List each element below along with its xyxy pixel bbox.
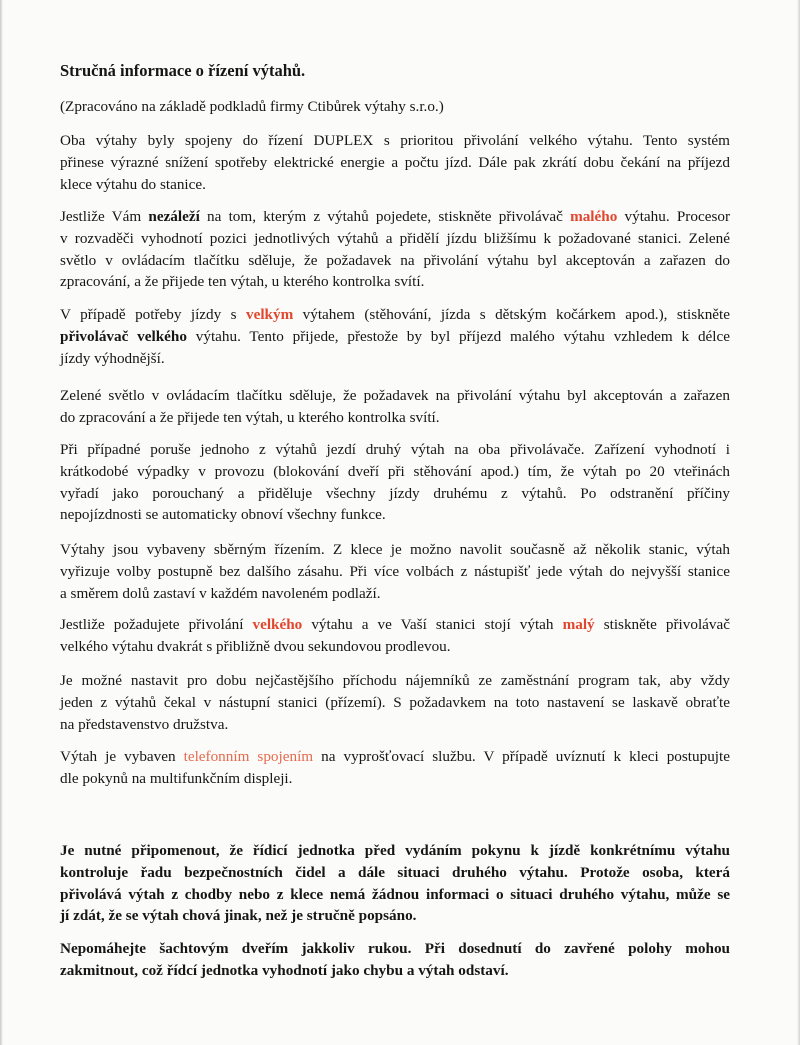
text-run: výtahu a ve Vaší stanici stojí výtah [302, 616, 563, 633]
paragraph-line: Je nutné připomenout, že řídicí jednotka před vydáním pokynu k jízdě konkrétnímu výtahu [60, 842, 730, 859]
highlight-telefonni-spojeni: telefonním spojením [183, 748, 314, 765]
paragraph-line: světlo v ovládacím tlačítku sděluje, že požadavek na přivolání výtahu byl akceptován a zařazen do [60, 251, 730, 269]
paragraph-line: zpracování, a že přijede ten výtah, u kterého kontrolka svítí. [60, 273, 425, 291]
paragraph-line: jeden z výtahů čekal v nástupní stanici (přízemí). S požadavkem na toto nastavení se laskavě obraťte [60, 693, 730, 711]
paragraph-line: zakmitnout, což řídcí jednotka vyhodnotí jako chybu a výtah odstaví. [60, 961, 509, 979]
source-note-text: (Zpracováno na základě podkladů firmy Ctibůrek výtahy s.r.o.) [60, 98, 444, 115]
paragraph-call-large [60, 614, 730, 658]
paragraph-line: Je možné nastavit pro dobu nejčastějšího příchodu nájemníků ze zaměstnání program tak, aby vždy [60, 672, 730, 689]
paragraph-line [60, 206, 730, 228]
text-run: Výtah je vybaven [60, 748, 184, 765]
paragraph-line: jízdy výhodnější. [60, 349, 165, 367]
paragraph-line: Při případné poruše jednoho z výtahů jezdí druhý výtah na oba přivolávače. Zařízení vyhodnotí i [60, 441, 730, 458]
highlight-maleho: malého [570, 208, 618, 225]
emphasis-nezalezi: nezáleží [148, 208, 200, 225]
paragraph-green-light [60, 385, 730, 429]
paragraph-line [60, 614, 730, 636]
highlight-velkeho: velkého [252, 616, 303, 633]
text-run: Jestliže požadujete přivolání [60, 616, 253, 633]
document-title: Stručná informace o řízení výtahů. [60, 61, 306, 80]
paragraph-failure [60, 439, 730, 526]
paragraph-program [60, 670, 730, 735]
paragraph-line: dle pokynů na multifunkčním displeji. [60, 769, 293, 787]
paragraph-line: přivolává výtah z chodby nebo z klece nemá žádnou informaci o situaci druhého výtahu, může se [60, 885, 730, 903]
paragraph-phone [60, 746, 730, 790]
paragraph-line: přinese výrazné snížení spotřeby elektrické energie a počtu jízd. Dále pak zkrátí dobu čekání na příjezd [60, 153, 730, 171]
paragraph-line: na představenstvo družstva. [60, 715, 229, 733]
paragraph-collective-control [60, 539, 730, 604]
text-run: stiskněte přivolávač [594, 616, 730, 633]
paragraph-line: velkého výtahu dvakrát s přibližně dvou sekundovou prodlevou. [60, 637, 451, 655]
source-note [60, 96, 730, 118]
paragraph-line [60, 326, 730, 348]
paragraph-line: v rozvaděči vyhodnotí pozici jednotlivých výtahů a přidělí jízdu bližšímu k požadované stanici. Zelené [60, 229, 730, 247]
paragraph-line: jí zdát, že se výtah chová jinak, než je stručně popsáno. [60, 907, 417, 925]
paragraph-line: vyřadí jako porouchaný a přiděluje všechny jízdy druhému z výtahů. Po odstranění příčiny [60, 484, 730, 502]
paragraph-warning-doors [60, 938, 730, 982]
highlight-velkym: velkým [245, 306, 294, 323]
paragraph-line: klece výtahu do stanice. [60, 175, 206, 193]
paragraph-line: Zelené světlo v ovládacím tlačítku sděluje, že požadavek na přivolání výtahu byl akceptován a zařazen [60, 387, 730, 404]
paragraph-line: a směrem dolů zastaví v každém navoleném podlaží. [60, 584, 381, 602]
text-run: výtahu. Procesor [617, 208, 731, 225]
scan-edge-left [0, 0, 3, 1045]
paragraph-small-elevator [60, 206, 730, 293]
paragraph-line: krátkodobé výpadky v provozu (blokování dveří při stěhování apod.) tím, že výtah po 20 vteřinách [60, 462, 730, 480]
text-run: V případě potřeby jízdy s [60, 306, 246, 323]
paragraph-large-elevator [60, 304, 730, 369]
text-run: na vyprošťovací službu. V případě uvíznutí k kleci postupujte [313, 748, 730, 765]
paragraph-line: nepojízdnosti se automaticky obnoví všechny funkce. [60, 506, 386, 524]
text-run: výtahem (stěhování, jízda s dětským kočárkem apod.), stiskněte [293, 306, 730, 323]
text-run: na tom, kterým z výtahů pojedete, stiskněte přivolávač [199, 208, 571, 225]
paragraph-line: vyřizuje volby postupně bez dalšího zásahu. Při více volbách z nástupišť jede výtah do nejvyšší stanice [60, 562, 730, 580]
paragraph-line: do zpracování a že přijede ten výtah, u kterého kontrolka svítí. [60, 408, 440, 426]
paragraph-warning-control-unit [60, 840, 730, 927]
paragraph-line: Oba výtahy byly spojeny do řízení DUPLEX s prioritou přivolání velkého výtahu. Tento systém [60, 132, 730, 149]
paragraph-line: kontroluje řadu bezpečnostních čidel a dále situaci druhého výtahu. Protože osoba, která [60, 863, 730, 881]
paragraph-line [60, 304, 730, 326]
paragraph-duplex [60, 130, 730, 195]
highlight-maly: malý [562, 616, 595, 633]
emphasis-privolavac-velkeho: přivolávač velkého [60, 327, 187, 345]
paragraph-line: Nepomáhejte šachtovým dveřím jakkoliv rukou. Při dosednutí do zavřené polohy mohou [60, 940, 730, 957]
text-run: výtahu. Tento přijede, přestože by byl příjezd malého výtahu vzhledem k délce [186, 327, 730, 345]
text-run: Jestliže Vám [60, 208, 149, 225]
paragraph-line [60, 746, 730, 768]
paragraph-line: Výtahy jsou vybaveny sběrným řízením. Z klece je možno navolit současně až několik stanic, výtah [60, 541, 730, 558]
